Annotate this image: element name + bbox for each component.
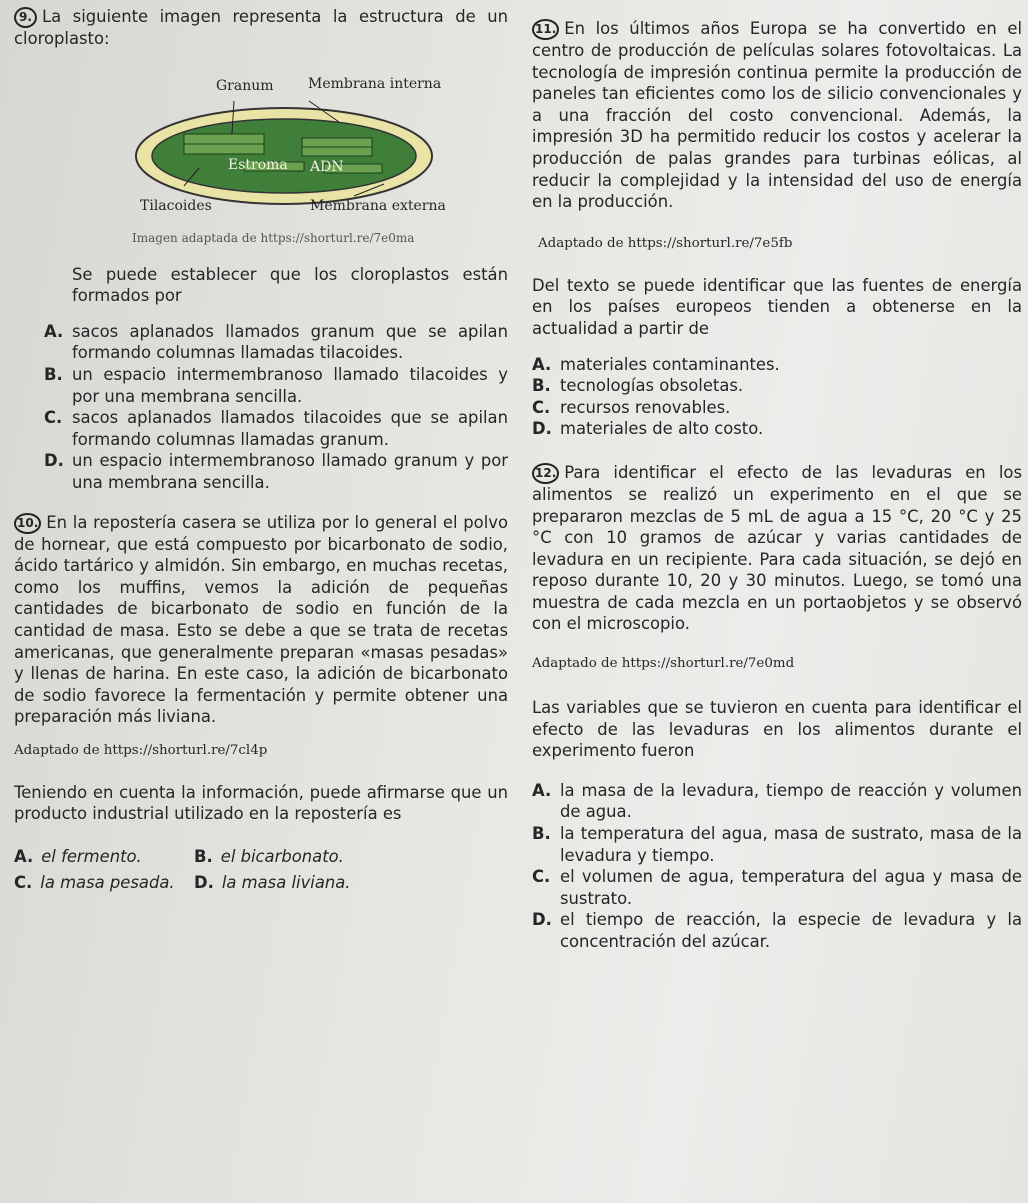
q11-number: 11. bbox=[532, 19, 559, 40]
q12-question: Las variables que se tuvieron en cuenta para identificar el efecto de las levaduras en los alimentos durante el experimento fueron bbox=[532, 698, 1022, 761]
q12-option-a[interactable]: A. la masa de la levadura, tiempo de reacción y volumen de agua. bbox=[532, 780, 1022, 822]
label-membrana-externa: Membrana externa bbox=[310, 197, 446, 214]
q10-option-a[interactable]: A. el fermento. bbox=[14, 847, 142, 867]
q12-text: 12. Para identificar el efecto de las levaduras en los alimentos se realizó un experimento en el que se prepararon mezclas de 5 mL de agua a 15 °C, 20 °C y 25 °C con 10 gramos de azúcar y varias cantidades de levadura en un recipiente. Para cada situación, se dejó en reposo durante 10, 20 y 30 minutos. Luego, se tomó una muestra de cada mezcla en un portaobjetos y se observó con el microscopio. bbox=[532, 462, 1022, 634]
q11-source: Adaptado de https://shorturl.re/7e5fb bbox=[538, 235, 793, 251]
q9-intro: 9. La siguiente imagen representa la estructura de un cloroplasto: bbox=[14, 7, 508, 48]
q12-options bbox=[532, 780, 1022, 953]
label-adn: ADN bbox=[310, 158, 344, 175]
q10-number: 10. bbox=[14, 513, 41, 534]
q11-options bbox=[532, 354, 1022, 440]
thylakoid-stack bbox=[184, 144, 264, 154]
q11-option-d[interactable]: D. materiales de alto costo. bbox=[532, 419, 764, 439]
q10-option-c[interactable]: C. la masa pesada. bbox=[14, 873, 175, 893]
left-column bbox=[14, 4, 508, 903]
q10-question: Teniendo en cuenta la información, puede afirmarse que un producto industrial utilizado en la repostería es bbox=[14, 782, 508, 824]
label-membrana-interna: Membrana interna bbox=[308, 75, 442, 92]
q12-number: 12. bbox=[532, 463, 559, 484]
q9-option-a[interactable]: A. sacos aplanados llamados granum que se apilan formando columnas llamadas tilacoides. bbox=[44, 321, 508, 363]
chloroplast-diagram bbox=[124, 76, 454, 226]
q9-options bbox=[44, 321, 508, 494]
q10-options bbox=[14, 847, 508, 903]
q10-text: 10. En la repostería casera se utiliza por lo general el polvo de hornear, que está compuesto por bicarbonato de sodio, ácido tartárico y almidón. Sin embargo, en muchas recetas, como los muffins, vemos la adición de pequeñas cantidades de bicarbonato de sodio en función de la cantidad de masa. Esto se debe a que se trata de recetas americanas, que generalmente preparan «masas pesadas» y llenas de harina. En este caso, la adición de bicarbonato de sodio favorece la fermentación y permite obtener una preparación más liviana. bbox=[14, 512, 508, 727]
q11-question: Del texto se puede identificar que las fuentes de energía en los países europeos tienden a obtenerse en la actualidad a partir de bbox=[532, 275, 1022, 338]
q11-option-b[interactable]: B. tecnologías obsoletas. bbox=[532, 376, 744, 396]
thylakoid-stack bbox=[302, 138, 372, 147]
thylakoid-stack bbox=[184, 134, 264, 144]
right-column bbox=[532, 4, 1022, 953]
q12-option-b[interactable]: B. la temperatura del agua, masa de sustrato, masa de la levadura y tiempo. bbox=[532, 824, 1022, 865]
stroma-shape bbox=[152, 119, 416, 193]
q9-image-source: Imagen adaptada de https://shorturl.re/7e0ma bbox=[132, 230, 415, 245]
label-estroma: Estroma bbox=[228, 156, 288, 173]
q9-option-c[interactable]: C. sacos aplanados llamados tilacoides que se apilan formando columnas llamadas granum. bbox=[44, 408, 508, 449]
q9-option-d[interactable]: D. un espacio intermembranoso llamado granum y por una membrana sencilla. bbox=[44, 451, 508, 492]
label-granum: Granum bbox=[216, 77, 274, 94]
q9-option-b[interactable]: B. un espacio intermembranoso llamado tilacoides y por una membrana sencilla. bbox=[44, 364, 508, 406]
label-tilacoides: Tilacoides bbox=[140, 197, 212, 214]
q10-source: Adaptado de https://shorturl.re/7cl4p bbox=[14, 742, 268, 758]
q11-text: 11. En los últimos años Europa se ha convertido en el centro de producción de películas solares fotovoltaicas. La tecnología de impresión continua permite la producción de paneles tan eficientes como los de silicio convencionales y a una fracción del costo convencional. Además, la impresión 3D ha permitido reducir los costos y acelerar la producción de palas grandes para turbinas eólicas, al reducir la complejidad y la intensidad del uso de energía en la producción. bbox=[532, 19, 1022, 212]
q12-option-c[interactable]: C. el volumen de agua, temperatura del agua y masa de sustrato. bbox=[532, 867, 1022, 908]
q11-option-a[interactable]: A. materiales contaminantes. bbox=[532, 354, 780, 374]
q12-source: Adaptado de https://shorturl.re/7e0md bbox=[532, 656, 795, 672]
q12-option-d[interactable]: D. el tiempo de reacción, la especie de levadura y la concentración del azúcar. bbox=[532, 910, 1022, 951]
q10-option-d[interactable]: D. la masa liviana. bbox=[194, 873, 351, 893]
q10-option-b[interactable]: B. el bicarbonato. bbox=[194, 847, 344, 867]
q9-number: 9. bbox=[14, 7, 37, 28]
q9-question: Se puede establecer que los cloroplastos están formados por bbox=[72, 264, 508, 306]
thylakoid-stack bbox=[302, 147, 372, 156]
q11-option-c[interactable]: C. recursos renovables. bbox=[532, 397, 731, 417]
